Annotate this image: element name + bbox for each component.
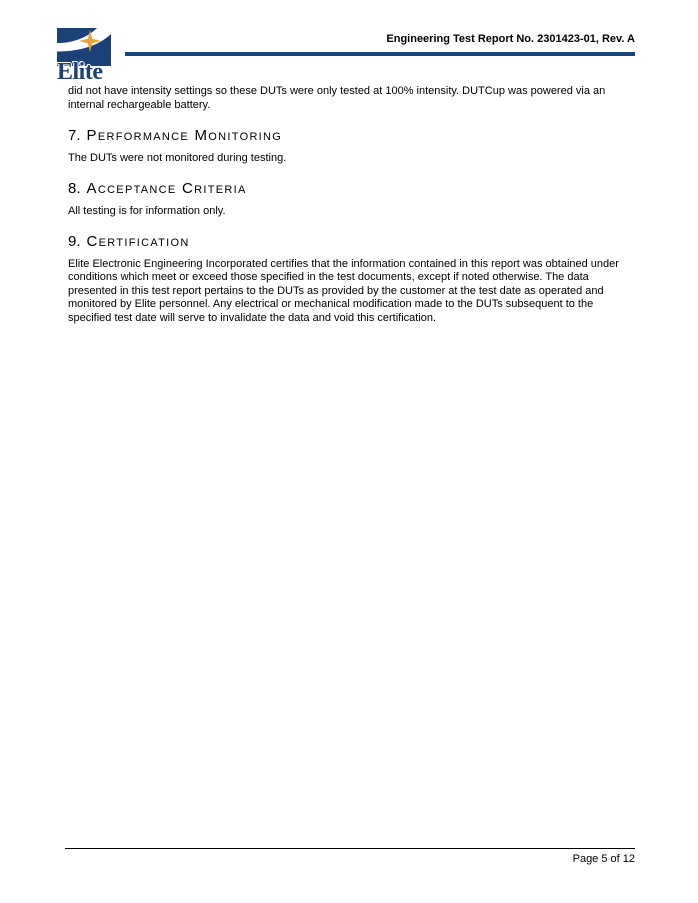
- document-body: [68, 85, 636, 331]
- section-heading-performance-monitoring: [68, 128, 636, 145]
- intro-paragraph: did not have intensity settings so these DUTs were only tested at 100% intensity. DUTCup was powered via an internal rechargeable battery.: [68, 85, 606, 111]
- section-number: 9.: [68, 233, 81, 250]
- section-title: Certification: [86, 233, 190, 250]
- section-body-acceptance-criteria: All testing is for information only.: [68, 204, 226, 217]
- section-heading-acceptance-criteria: [68, 181, 636, 198]
- section-heading-certification: [68, 234, 636, 251]
- section-title: Performance Monitoring: [86, 127, 283, 144]
- header-rule: [125, 52, 635, 56]
- logo-wordmark: Elite: [57, 59, 103, 85]
- section-number: 8.: [68, 180, 81, 197]
- page-number-label: Page 5 of 12: [572, 853, 635, 865]
- footer-rule: [65, 848, 635, 849]
- section-body-certification: Elite Electronic Engineering Incorporated certifies that the information contained in this report was obtained under conditions which meet or exceed those specified in the test documents, except if noted otherwise. The data presented in this test report pertains to the DUTs as provided by the customer at the test date as operated and monitored by Elite personnel. Any electrical or mechanical modification made to the DUTs subsequent to the specified test date will serve to invalidate the data and void this certification.: [68, 257, 619, 324]
- section-number: 7.: [68, 127, 81, 144]
- elite-logo: [57, 28, 113, 84]
- report-header-title: Engineering Test Report No. 2301423-01, Rev. A: [386, 33, 635, 45]
- section-title: Acceptance Criteria: [86, 180, 247, 197]
- section-body-performance-monitoring: The DUTs were not monitored during testing.: [68, 151, 287, 164]
